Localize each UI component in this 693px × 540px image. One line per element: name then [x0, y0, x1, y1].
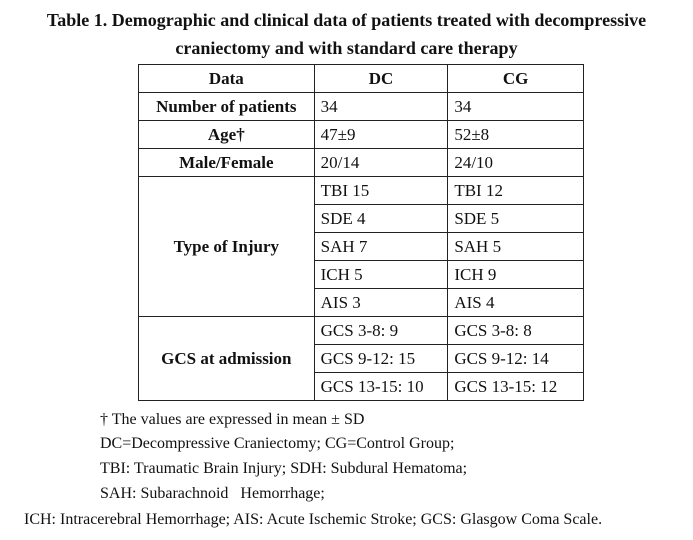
- table-caption: [0, 6, 693, 62]
- cell-dc: 20/14: [314, 149, 448, 177]
- cell-cg: GCS 3-8: 8: [448, 317, 584, 345]
- cell-cg: 52±8: [448, 121, 584, 149]
- cell-dc: SAH 7: [314, 233, 448, 261]
- table-row: [139, 93, 584, 121]
- cell-dc: ICH 5: [314, 261, 448, 289]
- cell-cg: 24/10: [448, 149, 584, 177]
- table-header-row: [139, 65, 584, 93]
- cell-cg: SAH 5: [448, 233, 584, 261]
- header-dc: DC: [314, 65, 448, 93]
- cell-cg: ICH 9: [448, 261, 584, 289]
- cell-dc: GCS 9-12: 15: [314, 345, 448, 373]
- cell-dc: AIS 3: [314, 289, 448, 317]
- table-row: [139, 177, 584, 205]
- cell-cg: 34: [448, 93, 584, 121]
- data-table: [138, 64, 584, 401]
- note-sd: † The values are expressed in mean ± SD: [100, 411, 365, 428]
- table-row: [139, 149, 584, 177]
- row-label: Male/Female: [139, 149, 315, 177]
- cell-cg: AIS 4: [448, 289, 584, 317]
- note-abbrev-tbi: TBI: Traumatic Brain Injury; SDH: Subdural Hematoma;: [100, 460, 468, 477]
- cell-cg: GCS 13-15: 12: [448, 373, 584, 401]
- note-abbrev-ich: ICH: Intracerebral Hemorrhage; AIS: Acute Ischemic Stroke; GCS: Glasgow Coma Scale.: [24, 511, 603, 528]
- cell-dc: GCS 13-15: 10: [314, 373, 448, 401]
- cell-dc: SDE 4: [314, 205, 448, 233]
- header-cg: CG: [448, 65, 584, 93]
- cell-dc: 34: [314, 93, 448, 121]
- note-abbrev-sah: SAH: Subarachnoid Hemorrhage;: [100, 485, 325, 502]
- cell-dc: GCS 3-8: 9: [314, 317, 448, 345]
- cell-cg: GCS 9-12: 14: [448, 345, 584, 373]
- table-row: [139, 317, 584, 345]
- note-abbrev-groups: DC=Decompressive Craniectomy; CG=Control Group;: [100, 435, 455, 452]
- row-label: Age†: [139, 121, 315, 149]
- cell-dc: TBI 15: [314, 177, 448, 205]
- caption-line-2: craniectomy and with standard care therapy: [175, 38, 518, 58]
- table-row: [139, 121, 584, 149]
- caption-line-1: Table 1. Demographic and clinical data of patients treated with decompressive: [46, 10, 647, 30]
- row-label: Type of Injury: [139, 177, 315, 317]
- header-data: Data: [139, 65, 315, 93]
- cell-cg: TBI 12: [448, 177, 584, 205]
- cell-cg: SDE 5: [448, 205, 584, 233]
- cell-dc: 47±9: [314, 121, 448, 149]
- row-label: Number of patients: [139, 93, 315, 121]
- row-label: GCS at admission: [139, 317, 315, 401]
